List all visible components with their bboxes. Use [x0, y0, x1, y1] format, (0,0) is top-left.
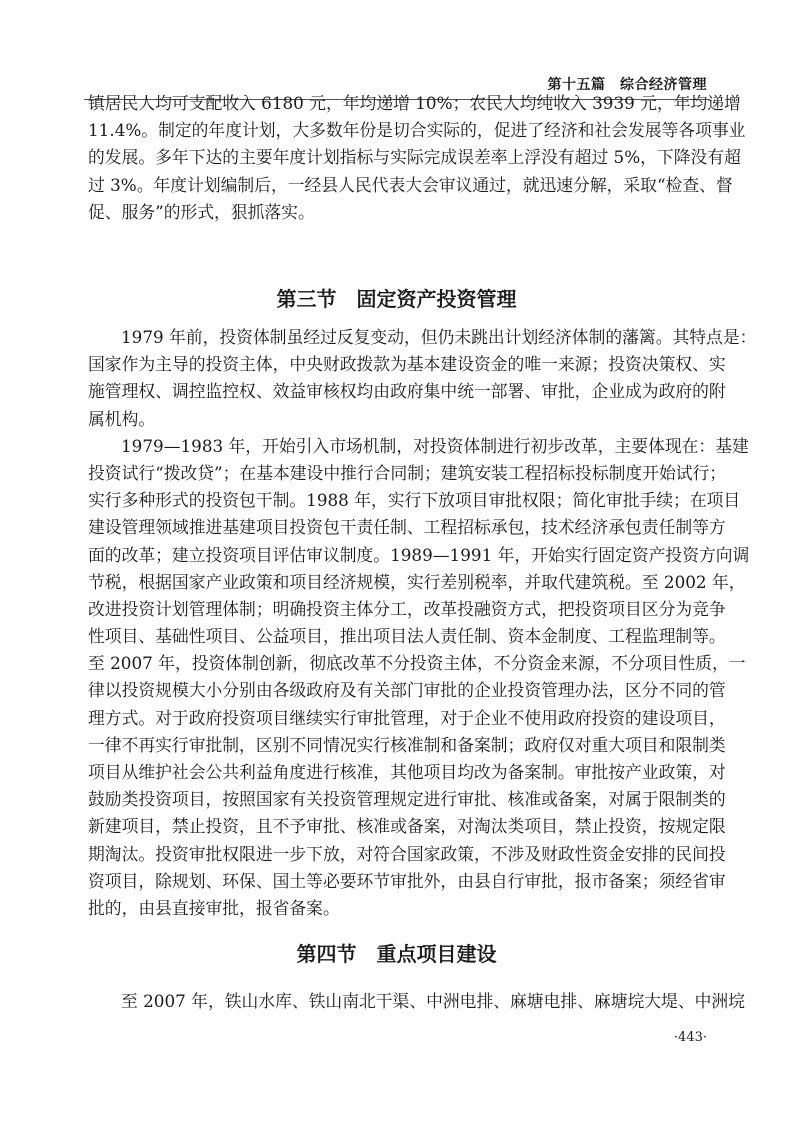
text-line: 投资试行“拨改贷”；在基本建设中推行合同制；建筑安装工程招标投标制度开始试行； — [88, 462, 727, 483]
text-line: 11.4%。制定的年度计划，大多数年份是切合实际的，促进了经济和社会发展等各项事业 — [88, 120, 746, 141]
text-line: 建设管理领域推进基建项目投资包干责任制、工程招标承包，技术经济承包责任制等方 — [88, 517, 726, 538]
text-line: 1979 年前，投资体制虽经过反复变动，但仍未跳出计划经济体制的藩篱。其特点是： — [121, 327, 757, 347]
text-line: 律以投资规模大小分别由各级政府及有关部门审批的企业投资管理办法，区分不同的管 — [88, 680, 726, 701]
text-line: 性项目、基础性项目、公益项目，推出项目法人责任制、资本金制度、工程监理制等。 — [88, 626, 726, 647]
text-line: 节税，根据国家产业政策和项目经济规模，实行差别税率，并取代建筑税。至 2002 年， — [88, 571, 746, 592]
text-line: 理方式。对于政府投资项目继续实行审批管理，对于企业不使用政府投资的建设项目， — [88, 707, 726, 728]
text-line: 一律不再实行审批制，区别不同情况实行核准制和备案制；政府仅对重大项目和限制类 — [88, 734, 726, 755]
text-line: 的发展。多年下达的主要年度计划指标与实际完成误差率上浮没有超过 5%，下降没有超 — [88, 147, 741, 168]
running-head: 第十五篇 综合经济管理 — [547, 77, 707, 93]
text-line: 新建项目，禁止投资，且不予审批、核准或备案，对淘汰类项目，禁止投资，按规定限 — [88, 816, 726, 837]
text-line: 鼓励类投资项目，按照国家有关投资管理规定进行审批、核准或备案，对属于限制类的 — [88, 789, 726, 810]
page-number: ·443· — [673, 1030, 707, 1045]
text-line: 实行多种形式的投资包干制。1988 年，实行下放项目审批权限；简化审批手续；在项目 — [88, 490, 741, 511]
section-heading-4: 第四节 重点项目建设 — [296, 942, 497, 966]
section-heading-3: 第三节 固定资产投资管理 — [276, 287, 517, 311]
text-line: 至 2007 年，铁山水库、铁山南北干渠、中洲电排、麻塘电排、麻塘垸大堤、中洲垸 — [121, 991, 745, 1011]
text-line: 镇居民人均可支配收入 6180 元，年均递增 10%；农民人均纯收入 3939 元，年均递增 — [88, 93, 741, 113]
text-line: 期淘汰。投资审批权限进一步下放，对符合国家政策，不涉及财政性资金安排的民间投 — [88, 843, 726, 864]
text-line: 1979—1983 年，开始引入市场机制，对投资体制进行初步改革，主要体现在：基建 — [121, 435, 749, 456]
text-line: 批的，由县直接审批，报省备案。 — [88, 897, 340, 918]
text-line: 属机构。 — [88, 408, 156, 429]
text-line: 国家作为主导的投资主体，中央财政拨款为基本建设资金的唯一来源；投资决策权、实 — [88, 354, 726, 375]
text-line: 改进投资计划管理体制；明确投资主体分工，改革投融资方式，把投资项目区分为竞争 — [88, 598, 726, 619]
section4-paragraph-1 — [88, 988, 745, 1015]
section3-paragraph-2 — [88, 433, 750, 922]
text-line: 促、服务”的形式，狠抓落实。 — [88, 201, 315, 222]
text-line: 项目从维护社会公共利益角度进行核准，其他项目均改为备案制。审批按产业政策，对 — [88, 762, 726, 783]
text-line: 至 2007 年，投资体制创新，彻底改革不分投资主体，不分资金来源，不分项目性质，一 — [88, 653, 746, 674]
intro-paragraph — [88, 90, 746, 226]
section3-paragraph-1 — [88, 324, 757, 433]
text-line: 施管理权、调控监控权、效益审核权均由政府集中统一部署、审批，企业成为政府的附 — [88, 381, 726, 402]
text-line: 面的改革；建立投资项目评估审议制度。1989—1991 年，开始实行固定资产投资方向调 — [88, 544, 750, 565]
text-line: 资项目，除规划、环保、国土等必要环节审批外，由县自行审批，报市备案；须经省审 — [88, 870, 726, 891]
text-line: 过 3%。年度计划编制后，一经县人民代表大会审议通过，就迅速分解，采取“检查、督 — [88, 174, 733, 195]
